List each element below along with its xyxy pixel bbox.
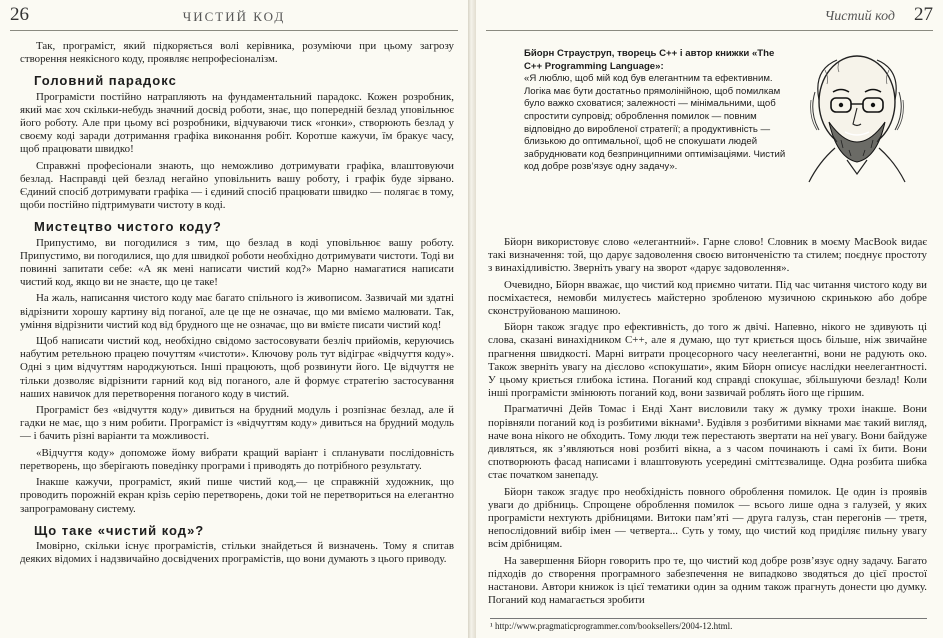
paragraph: Бйорн також згадує про необхідність повного оброблення помилок. Це один із проявів уваги до дрібниць. Спрощене оброблення помилок — всього лише одна з галузей, у яких програмісти нехтують дрібницями. Витоки пам’яті — друга галузь, стан перегонів — третя, непослідовний вибір імен — четверта... Суть у тому, що чистий код приділяє пильну увагу всім дрібницям. <box>488 485 927 551</box>
section-heading: Мистецтво чистого коду? <box>34 219 222 235</box>
paragraph: Імовірно, скільки існує програмістів, стільки знайдеться й визначень. Тому я спитав деяких відомих і надзвичайно досвідчених програмістів, що вони думають з цього приводу. <box>20 539 454 566</box>
running-head: ЧИСТИЙ КОД <box>182 9 286 24</box>
section-heading: Що таке «чистий код»? <box>34 522 205 538</box>
quote-attribution: Бйорн Страуструп, творець C++ і автор книжки «The C++ Programming Language»: <box>524 48 775 72</box>
paragraph: Програмісти постійно натрапляють на фундаментальний парадокс. Кожен розробник, який має хоч скільки-небудь значний досвід роботи, знає, що попередній безлад уповільнює його роботу. Але при цьому всі розробники, відчуваючи тиск «гонки», створюють безлад у своєму коді заради дотримання графіка виконання робіт. Коротше кажучи, їм бракує часу, щоб працювати швидко! <box>20 90 454 156</box>
left-page <box>0 0 468 638</box>
section-heading: Головний парадокс <box>34 73 177 89</box>
left-body-text <box>20 40 454 566</box>
paragraph: Щоб написати чистий код, необхідно свідомо застосовувати безліч прийомів, керуючись набутим ретельною працею почуттям «чистоти». Ключову роль тут відіграє «відчуття коду». Одні з цим відчуттям народжуються. Інші працюють, щоб розвинути його. Це відчуття не тільки дозволяє відрізнити гарний код від поганого, але й формує стратегію застосування наших навичок для перетворення поганого коду в чистий. <box>20 335 454 400</box>
paragraph: На завершення Бйорн говорить про те, що чистий код добре розв’язує одну задачу. Багато підходів до створення програмного забезпечення не випадково зводяться до цієї простої настанови. Автори книжок із цієї тематики один за одним також прагнуть донести цю думку. Поганий код намагається зробити <box>488 554 927 607</box>
paragraph: Справжні професіонали знають, що неможливо дотримувати графіка, влаштовуючи безлад. Насправді цей безлад негайно уповільнить вашу роботу, і графік буде зірвано. Єдиний спосіб дотримувати графіка — і єдиний спосіб працювати швидко — полягає в тому, щоби постійно підтримувати чистоту в коді. <box>20 159 454 212</box>
paragraph: Бйорн також згадує про ефективність, до того ж двічі. Напевно, нікого не здивують ці слова, сказані винахідником C++, але я думаю, що тут криється щось більше, ніж звичайне прагнення швидкості. Марні витрати процесорного часу неелегантні, вони не радують око. Також зверніть увагу на дієслово «спокушати», яким Бйорн описує наслідки неелегантності. У цьому криється глибока істина. Поганий код справді спокушає, збільшуючи безлад! Коли інші програмісти змінюють поганий код, вони зазвичай роблять його ще гіршим. <box>488 321 927 400</box>
paragraph: Прагматичні Дейв Томас і Енді Хант висловили таку ж думку трохи інакше. Вони порівняли поганий код із розбитими вікнами¹. Будівля з розбитими вікнами має такий вигляд, наче вона нікого не обходить. Тому люди теж перестають звертати на неї увагу. Вони байдуже дивляться, як з’являються нові розбиті вікна, а з часом починають і самі їх бити. Вони спотворюють фасад написами і влаштовують усередині сміттєзвалище. Одна розбита шибка стає початком занепаду. <box>488 403 927 482</box>
paragraph: Так, програміст, який підкоряється волі керівника, розуміючи при цьому загрозу створення неякісного коду, проявляє непрофесіоналізм. <box>20 40 454 66</box>
stroustrup-quote <box>524 48 792 174</box>
quote-box <box>524 40 929 216</box>
paragraph: Бйорн використовує слово «елегантний». Гарне слово! Словник в моєму MacBook видає такі визначення: той, що дарує задоволення своєю витонченістю та стилем; поєднує простоту з винахідливістю. Зверніть увагу на зворот «дарує задоволення». <box>488 236 927 275</box>
page-number: 27 <box>914 4 933 25</box>
right-body-text <box>488 236 927 607</box>
running-head: Чистий код <box>824 9 895 24</box>
paragraph: На жаль, написання чистого коду має багато спільного із живописом. Зазвичай ми здатні відрізнити хорошу картину від поганої, але це ще не означає, що ми вміємо малювати. Так, уміння відрізнити чистий код від брудного ще не означає, що ви вмієте писати чистий код! <box>20 292 454 331</box>
page-number: 26 <box>10 4 29 25</box>
paragraph: Програміст без «відчуття коду» дивиться на брудний модуль і розпізнає безлад, але й гадки не має, що з ним робити. Програміст із «відчуттям коду» дивиться на брудний модуль — і бачить різні варіанти та можливості. <box>20 404 454 443</box>
paragraph: «Відчуття коду» допоможе йому вибрати кращий варіант і спланувати послідовність перетворень, що зберігають поведінку програми і приводять до потрібного результату. <box>20 446 454 472</box>
paragraph: Очевидно, Бйорн вважає, що чистий код приємно читати. Під час читання чистого коду ви посміхаєтеся, немовби милуєтесь майстерно зробленою музичною скринькою або добре сконструйованою машиною. <box>488 278 927 318</box>
portrait-illustration <box>789 40 925 190</box>
page-header <box>486 6 933 31</box>
page-header <box>10 6 458 31</box>
book-gutter <box>468 0 476 638</box>
quote-text: «Я люблю, щоб мій код був елегантним та ефективним. Логіка має бути достатньо прямолінійною, щоб помилкам було важко сховатися; залежності — мінімальними, щоб спростити супровід; оброблення помилок — повним відповідно до виробленої стратегії; а продуктивність — близькою до оптимальної, щоб не спокушати людей забруднювати код безпринципними оптимізаціями. Чистий код добре розв’язує одну задачу». <box>524 73 786 173</box>
footnote: ¹ http://www.pragmaticprogrammer.com/booksellers/2004-12.html. <box>490 618 927 631</box>
paragraph: Припустимо, ви погодилися з тим, що безлад в коді уповільнює вашу роботу. Припустимо, ви погодилися, що для швидкої роботи необхідно дотримувати чистоти. Тоді ви повинні запитати себе: «А як мені написати чистий код?» Марно намагатися написати чистий код, якщо ви не знаєте, що це таке! <box>20 236 454 289</box>
right-page <box>476 0 943 638</box>
paragraph: Інакше кажучи, програміст, який пише чистий код,— це справжній художник, що проводить порожній екран крізь серію перетворень, доки той не перетвориться на елегантно запрограмовану систему. <box>20 476 454 515</box>
